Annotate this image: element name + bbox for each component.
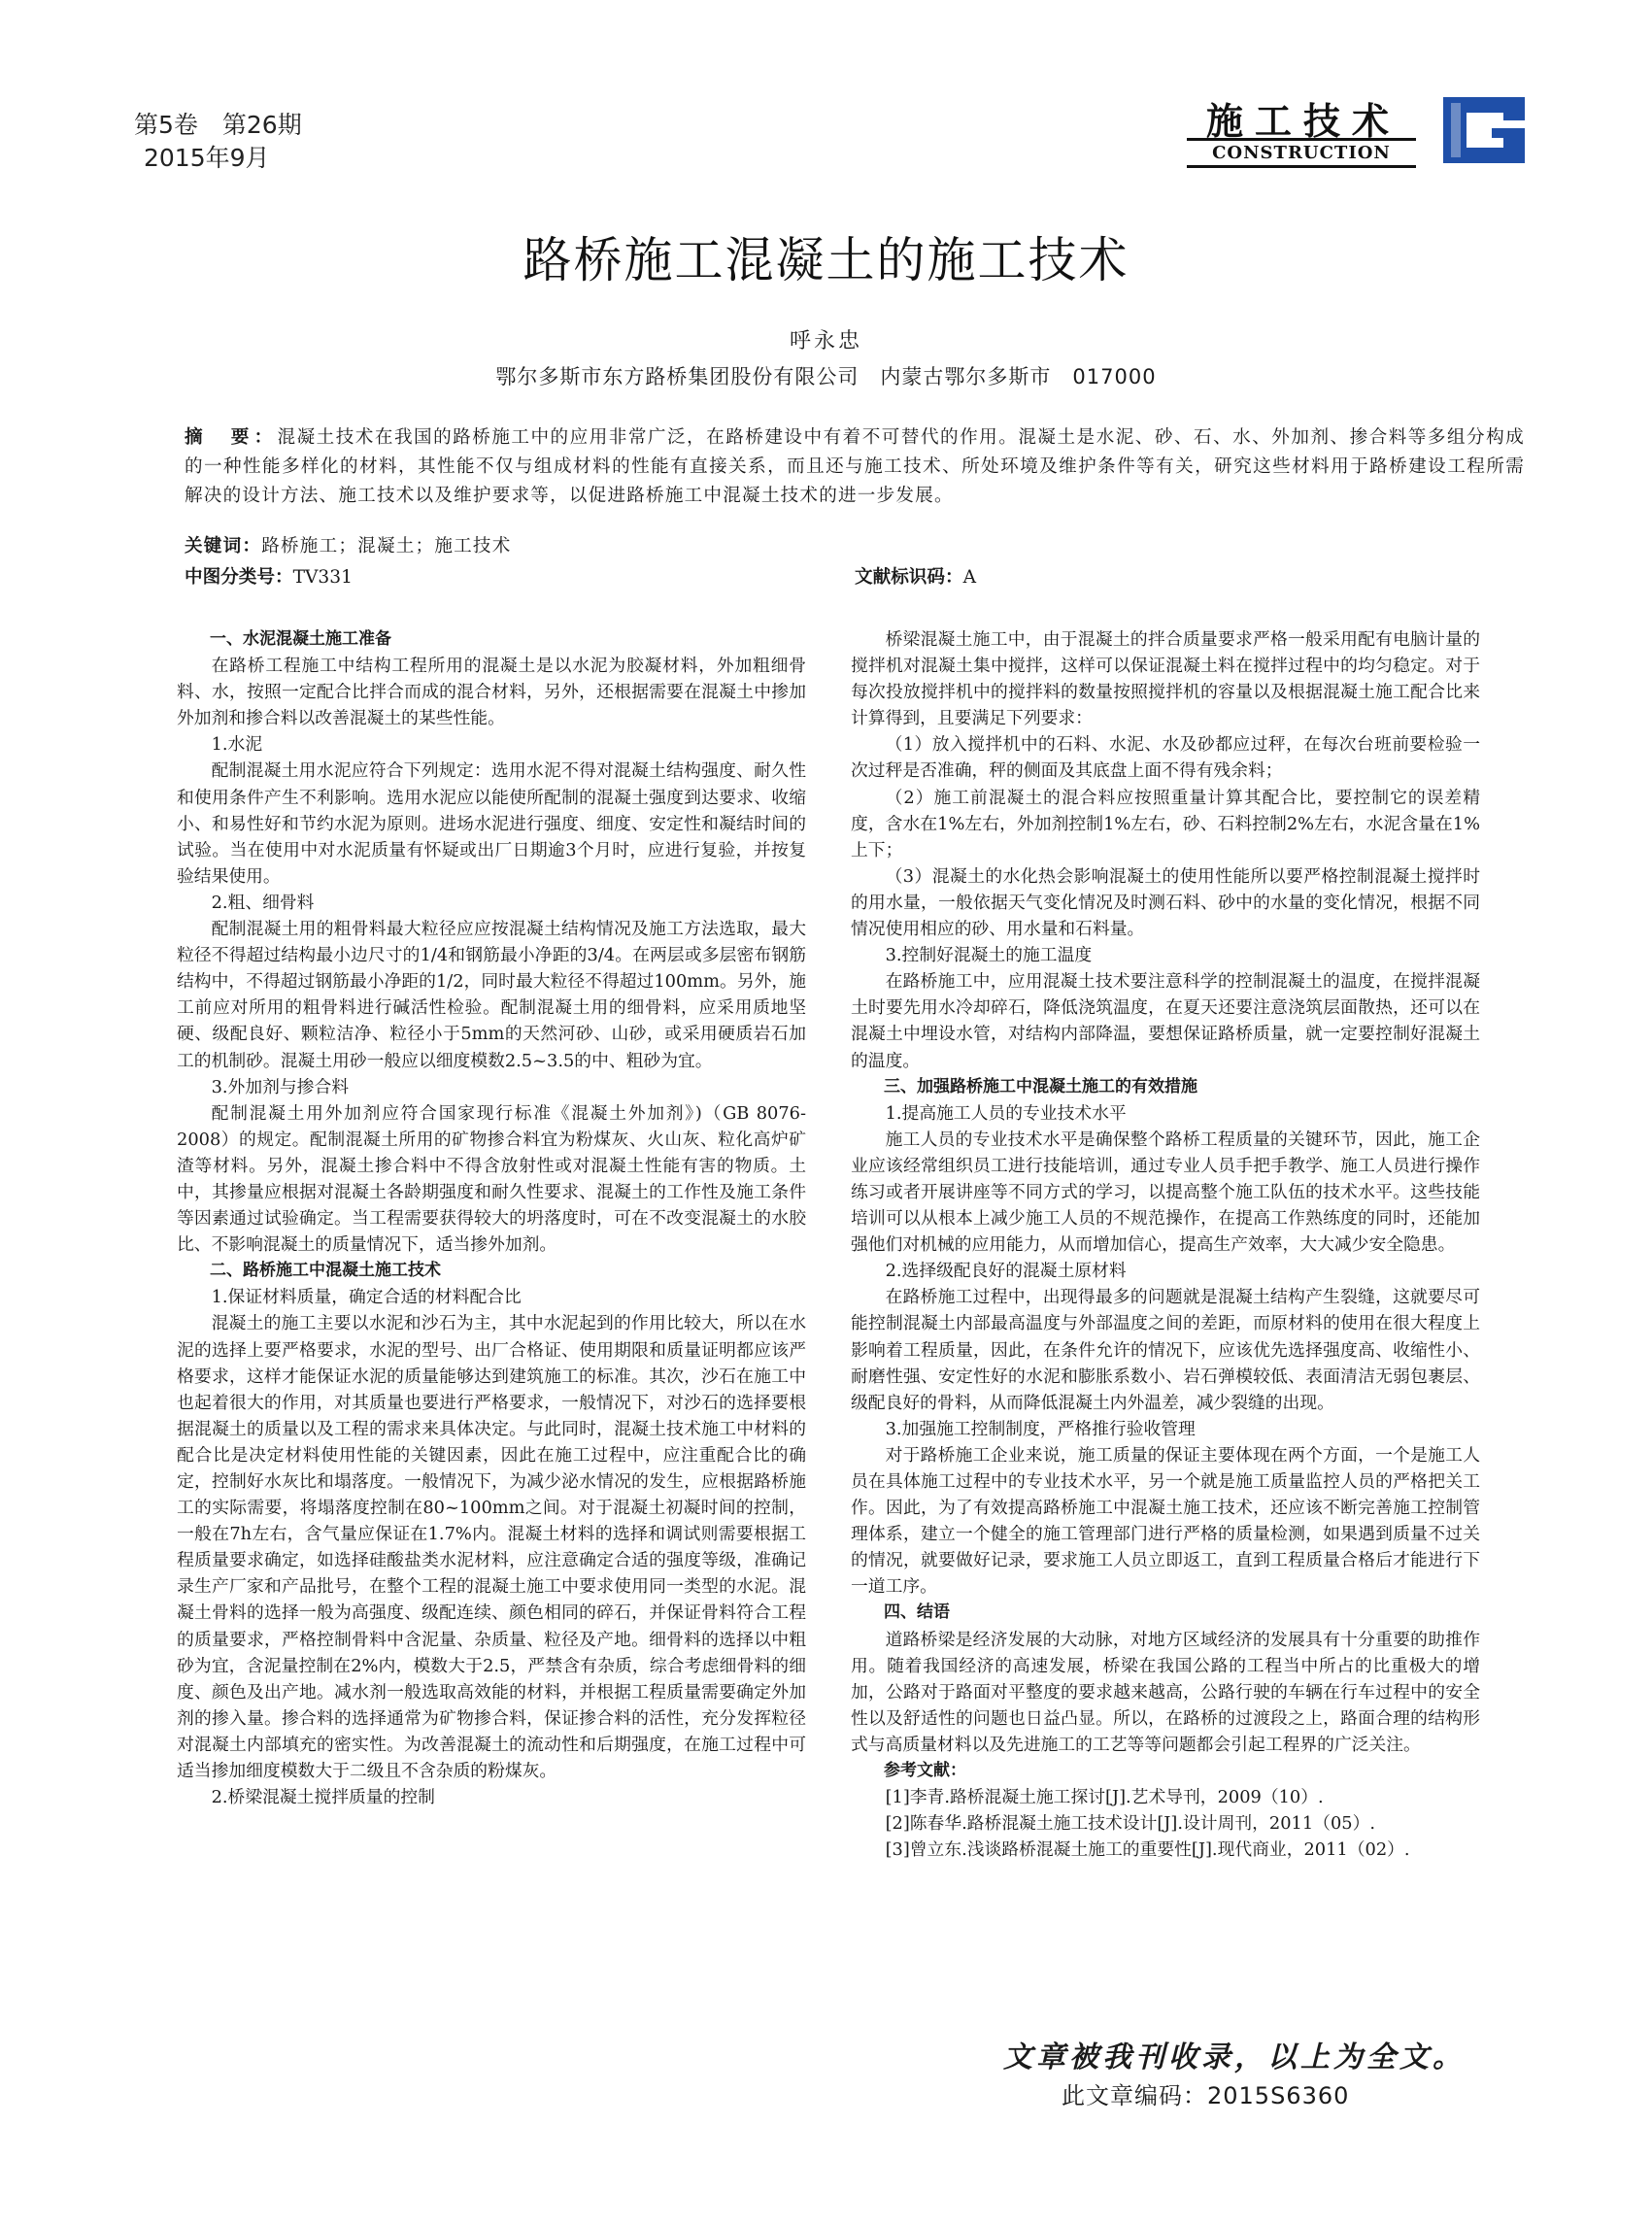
journal-issue-info [134, 109, 302, 175]
subsection-heading: 2.选择级配良好的混凝土原材料 [885, 1261, 1127, 1282]
keywords [185, 532, 512, 561]
footer-note: 文章被我刊收录，以上为全文。 [1003, 2040, 1466, 2074]
journal-logo-icon [1435, 91, 1529, 167]
subsection-heading: 1.保证材料质量，确定合适的材料配合比 [211, 1287, 522, 1308]
body-paragraph: 对于路桥施工企业来说，施工质量的保证主要体现在两个方面，一个是施工人员在具体施工过程中的专业技术水平，另一个就是施工质量监控人员的严格把关工作。因此，为了有效提高路桥施工中混凝土施工技术，还应该不断完善施工控制管理体系，建立一个健全的施工管理部门进行严格的质量检测，如果遇到质量不过关的情况，就要做好记录，要求施工人员立即返工，直到工程质量合格后才能进行下一道工序。 [851, 1444, 1480, 1598]
reference-item: [1]李青.路桥混凝土施工探讨[J].艺术导刊，2009（10）. [885, 1787, 1324, 1808]
article-title: 路桥施工混凝土的施工技术 [523, 232, 1129, 288]
section-heading: 一、水泥混凝土施工准备 [210, 629, 391, 649]
body-paragraph: 在路桥工程施工中结构工程所用的混凝土是以水泥为胶凝材料，外加粗细骨料、水，按照一定配合比拌合而成的混合材料，另外，还根据需要在混凝土中掺加外加剂和掺合料以改善混凝土的某些性能。 [177, 656, 806, 729]
abstract-text: 混凝土技术在我国的路桥施工中的应用非常广泛，在路桥建设中有着不可替代的作用。混凝土是水泥、砂、石、水、外加剂、掺合料等多组分构成的一种性能多样化的材料，其性能不仅与组成材料的性能有直接关系，而且还与施工技术、所处环境及维护条件等有关，研究这些材料用于路桥建设工程所需解决的设计方法、施工技术以及维护要求等，以促进路桥施工中混凝土技术的进一步发展。 [185, 427, 1525, 506]
document-code [855, 563, 976, 592]
journal-brand [1187, 91, 1529, 167]
body-paragraph: （2）施工前混凝土的混合料应按照重量计算其配合比，要控制它的误差精度，含水在1%左右，外加剂控制1%左右，砂、石料控制2%左右，水泥含量在1%上下； [851, 787, 1480, 860]
article-affiliation: 鄂尔多斯市东方路桥集团股份有限公司 内蒙古鄂尔多斯市 017000 [495, 365, 1157, 388]
body-column-left [177, 626, 806, 1810]
keywords-label: 关键词： [185, 536, 262, 556]
subsection-heading: 3.加强施工控制制度，严格推行验收管理 [885, 1418, 1196, 1439]
subsection-heading: 2.粗、细骨料 [211, 892, 315, 913]
brand-title-cn: 施工技术 [1206, 100, 1401, 143]
doc-code-value: A [962, 567, 977, 588]
body-paragraph: 桥梁混凝土施工中，由于混凝土的拌合质量要求严格一般采用配有电脑计量的搅拌机对混凝土集中搅拌，这样可以保证混凝土料在搅拌过程中的均匀稳定。对于每次投放搅拌机中的搅拌料的数量按照搅拌机的容量以及根据混凝土施工配合比来计算得到，且要满足下列要求： [851, 629, 1480, 729]
body-column-right [851, 626, 1480, 1863]
footer-article-code: 此文章编码：2015S6360 [1062, 2082, 1350, 2109]
body-paragraph: 配制混凝土用外加剂应符合国家现行标准《混凝土外加剂》)（GB 8076-2008）的规定。配制混凝土所用的矿物掺合料宜为粉煤灰、火山灰、粒化高炉矿渣等材料。另外，混凝土掺合料中不得含放射性或对混凝土性能有害的物质。土中，其掺量应根据对混凝土各龄期强度和耐久性要求、混凝土的工作性及施工条件等因素通过试验确定。当工程需要获得较大的坍落度时，可在不改变混凝土的水胶比、不影响混凝土的质量情况下，适当掺外加剂。 [177, 1102, 806, 1256]
body-paragraph: （3）混凝土的水化热会影响混凝土的使用性能所以要严格控制混凝土搅拌时的用水量，一般依据天气变化情况及时测石料、砂中的水量的变化情况，根据不同情况使用相应的砂、用水量和石料量。 [851, 865, 1480, 940]
keywords-text: 路桥施工；混凝土；施工技术 [261, 536, 512, 556]
body-paragraph: 在路桥施工中，应用混凝土技术要注意科学的控制混凝土的温度，在搅拌混凝土时要先用水冷却碎石，降低浇筑温度，在夏天还要注意浇筑层面散热，还可以在混凝土中埋设水管，对结构内部降温，要想保证路桥质量，就一定要控制好混凝土的温度。 [851, 971, 1480, 1071]
section-heading: 二、路桥施工中混凝土施工技术 [210, 1261, 441, 1281]
subsection-heading: 3.控制好混凝土的施工温度 [885, 945, 1093, 966]
body-paragraph: 道路桥梁是经济发展的大动脉，对地方区域经济的发展具有十分重要的助推作用。随着我国经济的高速发展，桥梁在我国公路的工程当中所占的比重极大的增加，公路对于路面对平整度的要求越来越高，公路行驶的车辆在行车过程中的安全性以及舒适性的问题也日益凸显。所以，在路桥的过渡段之上，路面合理的结构形式与高质量材料以及先进施工的工艺等等问题都会引起工程界的广泛关注。 [851, 1629, 1480, 1755]
subsection-heading: 3.外加剂与掺合料 [211, 1076, 350, 1097]
doc-code-label: 文献标识码： [855, 567, 963, 588]
brand-title-en: CONSTRUCTION [1187, 138, 1416, 168]
volume-issue: 第5卷 第26期 [134, 111, 302, 139]
references-heading: 参考文献： [884, 1761, 966, 1781]
clc-value: TV331 [292, 567, 353, 588]
clc-number [185, 563, 353, 592]
article-author: 呼永忠 [789, 329, 862, 354]
reference-item: [3]曾立东.浅谈路桥混凝土施工的重要性[J].现代商业，2011（02）. [885, 1839, 1410, 1861]
subsection-heading: 1.提高施工人员的专业技术水平 [885, 1102, 1127, 1124]
body-paragraph: 在路桥施工过程中，出现得最多的问题就是混凝土结构产生裂缝，这就要尽可能控制混凝土内部最高温度与外部温度之间的差距，而原材料的使用在很大程度上影响着工程质量，因此，在条件允许的情况下，应该优先选择强度高、收缩性小、耐磨性强、安定性好的水泥和膨胀系数小、岩石弹模较低、表面清洁无弱包裹层、级配良好的骨料，从而降低混凝土内外温差，减少裂缝的出现。 [851, 1287, 1480, 1413]
body-paragraph: 配制混凝土用的粗骨料最大粒径应应按混凝土结构情况及施工方法选取，最大粒径不得超过结构最小边尺寸的1/4和钢筋最小净距的3/4。在两层或多层密布钢筋结构中，不得超过钢筋最小净距的1/2，同时最大粒径不得超过100mm。另外，施工前应对所用的粗骨料进行碱活性检验。配制混凝土用的细骨料，应采用质地坚硬、级配良好、颗粒洁净、粒径小于5mm的天然河砂、山砂，或采用硬质岩石加工的机制砂。混凝土用砂一般应以细度模数2.5~3.5的中、粗砂为宜。 [177, 919, 806, 1071]
section-heading: 四、结语 [884, 1602, 950, 1623]
issue-date: 2015年9月 [144, 144, 270, 172]
abstract [185, 423, 1525, 511]
body-paragraph: 混凝土的施工主要以水泥和沙石为主，其中水泥起到的作用比较大，所以在水泥的选择上要严格要求，水泥的型号、出厂合格证、使用期限和质量证明都应该严格要求，这样才能保证水泥的质量能够达到建筑施工的标准。其次，沙石在施工中也起着很大的作用，对其质量也要进行严格要求，一般情况下，对沙石的选择要根据混凝土的质量以及工程的需求来具体决定。与此同时，混凝土技术施工中材料的配合比是决定材料使用性能的关键因素，因此在施工过程中，应注重配合比的确定，控制好水灰比和塌落度。一般情况下，为减少泌水情况的发生，应根据路桥施工的实际需要，将塌落度控制在80~100mm之间。对于混凝土初凝时间的控制，一般在7h左右，含气量应保证在1.7%内。混凝土材料的选择和调试则需要根据工程质量要求确定，如选择硅酸盐类水泥材料，应注意确定合适的强度等级，准确记录生产厂家和产品批号，在整个工程的混凝土施工中要求使用同一类型的水泥。混凝土骨料的选择一般为高强度、级配连续、颜色相同的碎石，并保证骨料符合工程的质量要求，严格控制骨料中含泥量、杂质量、粒径及产地。细骨料的选择以中粗砂为宜，含泥量控制在2%内，模数大于2.5，严禁含有杂质，综合考虑细骨料的细度、颜色及出产地。减水剂一般选取高效能的材料，并根据工程质量需要确定外加剂的掺入量。掺合料的选择通常为矿物掺合料，保证掺合料的活性，充分发挥粒径对混凝土内部填充的密实性。为改善混凝土的流动性和后期强度，在施工过程中可适当掺加细度模数大于二级且不含杂质的粉煤灰。 [177, 1313, 806, 1782]
subsection-heading: 2.桥梁混凝土搅拌质量的控制 [211, 1787, 435, 1808]
subsection-heading: 1.水泥 [211, 734, 263, 756]
body-paragraph: 配制混凝土用水泥应符合下列规定：选用水泥不得对混凝土结构强度、耐久性和使用条件产生不利影响。选用水泥应以能使所配制的混凝土强度到达要求、收缩小、和易性好和节约水泥为原则。进场水泥进行强度、细度、安定性和凝结时间的试验。当在使用中对水泥质量有怀疑或出厂日期逾3个月时，应进行复验，并按复验结果使用。 [177, 760, 806, 887]
body-paragraph: （1）放入搅拌机中的石料、水泥、水及砂都应过秤，在每次台班前要检验一次过秤是否准确，秤的侧面及其底盘上面不得有残余料； [851, 734, 1480, 782]
body-paragraph: 施工人员的专业技术水平是确保整个路桥工程质量的关键环节，因此，施工企业应该经常组织员工进行技能培训，通过专业人员手把手教学、施工人员进行操作练习或者开展讲座等不同方式的学习，以提高整个施工队伍的技术水平。这些技能培训可以从根本上减少施工人员的不规范操作，在提高工作熟练度的同时，还能加强他们对机械的应用能力，从而增加信心，提高生产效率，大大减少安全隐患。 [851, 1129, 1480, 1256]
reference-item: [2]陈春华.路桥混凝土施工技术设计[J].设计周刊，2011（05）. [885, 1813, 1376, 1835]
clc-label: 中图分类号： [185, 567, 293, 588]
section-heading: 三、加强路桥施工中混凝土施工的有效措施 [884, 1076, 1197, 1096]
abstract-label: 摘 要： [185, 427, 278, 448]
